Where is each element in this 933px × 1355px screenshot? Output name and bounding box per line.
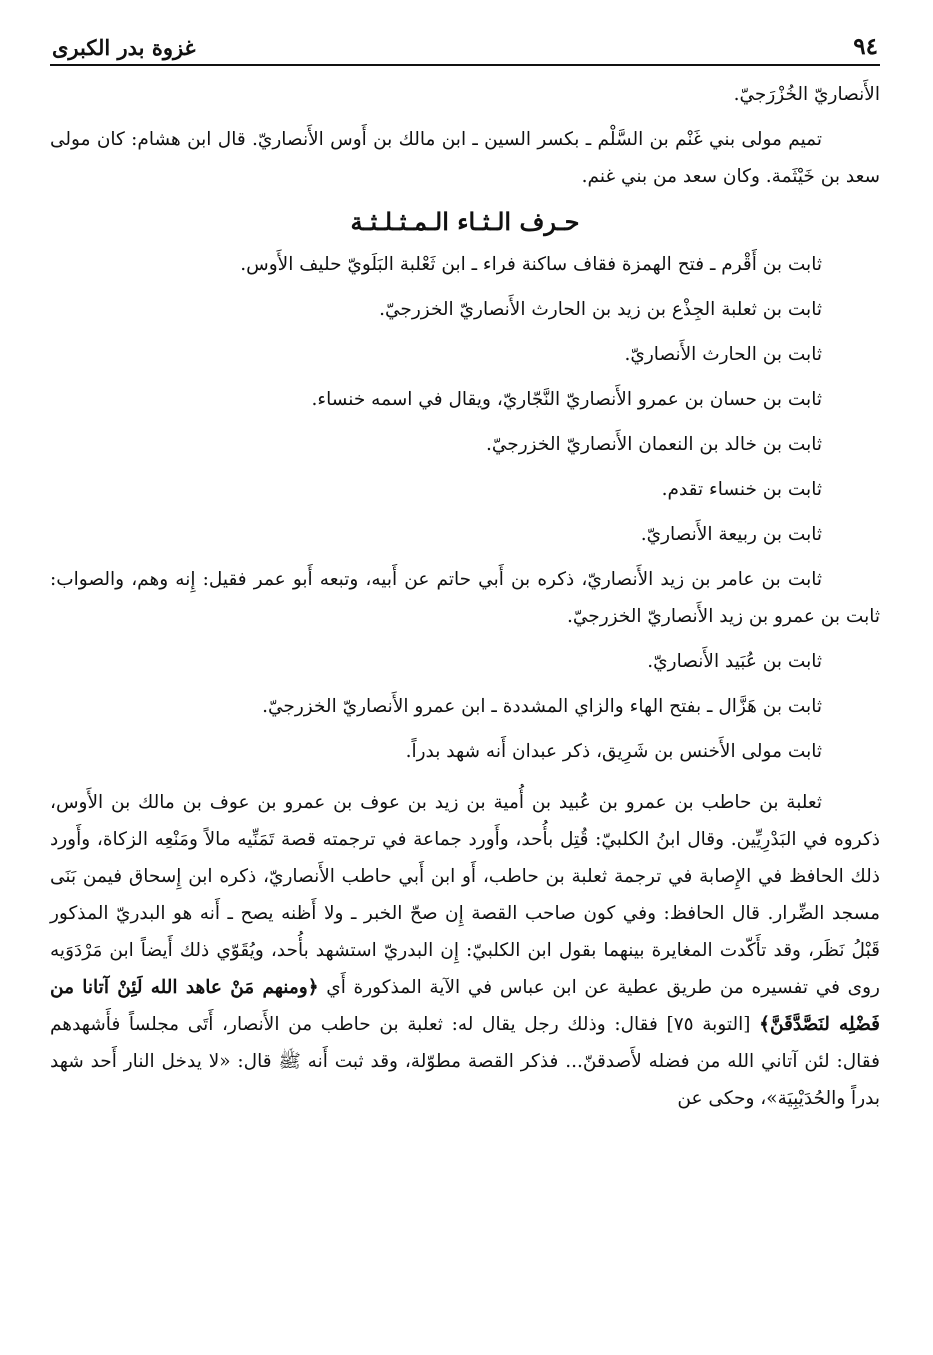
page-content xyxy=(50,76,880,1117)
running-title: غزوة بدر الكبرى xyxy=(52,35,196,60)
entry-thabit-amir: ثابت بن عامر بن زيد الأَنصاريّ، ذكره بن أَبي حاتم عن أَبيه، وتبعه أَبو عمر فقيل: إِنه وهم، والصواب: ثابت بن عمرو بن زيد الأَنصاريّ الخزرجيّ. xyxy=(50,569,880,627)
entry-thabit-ubaid: ثابت بن عُبَيد الأَنصاريّ. xyxy=(647,651,822,672)
entry-thabit-rabia: ثابت بن ربيعة الأَنصاريّ. xyxy=(640,524,822,545)
entry-thabit-khansa: ثابت بن خنساء تقدم. xyxy=(661,479,822,500)
quran-verse: ﴿ومنهم مَنْ عاهد الله لَئِنْ آتانا من فَضْلِه لنَصَّدَّقَنَّ﴾ xyxy=(50,977,880,1035)
thalaba-text-part2: [التوبة ٧٥] فقال: وذلك رجل يقال له: ثعلبة بن حاطب من الأَنصار، أَتَى مجلساً فأَشهدهم فقال: لئن آتاني الله من فضله لأَصدقنّ... فذكر القصة مطوّلة، وقد ثبت أَنه ﷺ قال: «لا يدخل النار أَحد شهد بدراً والحُدَيْبِيَة»، وحكى عن xyxy=(50,1014,880,1109)
thalaba-paragraph xyxy=(50,784,880,1117)
entry-thabit-hazzal: ثابت بن هَزَّال ـ بفتح الهاء والزاي المشددة ـ ابن عمرو الأَنصاريّ الخزرجيّ. xyxy=(262,696,822,717)
book-page xyxy=(50,20,880,1117)
page-header xyxy=(50,20,880,66)
section-title: حـرف الـثـاء الـمـثـلـثـة xyxy=(350,207,580,236)
continuation-line: الأَنصاريّ الخُزْرَجيّ. xyxy=(733,84,880,105)
entry-thabit-mawla: ثابت مولى الأَخنس بن شَرِيق، ذكر عبدان أَنه شهد بدراً. xyxy=(405,741,822,762)
entry-thabit-aqram: ثابت بن أَقْرم ـ فتح الهمزة فقاف ساكنة فراء ـ ابن ثَعْلبة البَلَويّ حليف الأَوس. xyxy=(240,254,822,275)
page-number: ٩٤ xyxy=(853,33,878,60)
thalaba-text-part1: ثعلبة بن حاطب بن عمرو بن عُبيد بن أُمية بن زيد بن عوف بن عمرو بن عوف بن مالك بن الأَوس، ذكروه في البَدْرِيِّين. وقال ابنُ الكلبيّ: قُتِل بأُحد، وأَورد جماعة في ترجمته قصة تَمَنِّيه مالاً ومَنْعِه الزكاة، وأَورد ذلك الحافظ في الإِصابة في ترجمة ثعلبة بن حاطب، أَو ابن أَبي حاطب الأَنصاريّ، ذكره ابن إِسحاق فيمن بَنَى مسجد الضِّرار. قال الحافظ: وفي كون صاحب القصة إِن صحّ الخبر ـ ولا أَظنه يصح ـ أَنه هو البدريّ المذكور قَبْلُ نَظَر، وقد تأَكّدت المغايرة بينهما بقول ابن الكلبيّ: إِن البدريّ استشهد بأُحد، ويُقَوّي ذلك أَيضاً ابن مَرْدَوَيه روى في تفسيره من طريق عطية عن ابن عباس في الآية المذكورة أَي xyxy=(50,792,880,998)
tamim-paragraph: تميم مولى بني غَنْم بن السَّلْم ـ بكسر السين ـ ابن مالك بن أَوس الأَنصاريّ. قال ابن هشام: كان مولى سعد بن خَيْثَمة. وكان سعد من بني غنم. xyxy=(50,129,880,187)
entry-thabit-harith: ثابت بن الحارث الأَنصاريّ. xyxy=(624,344,822,365)
entry-thabit-thalaba: ثابت بن ثعلبة الجِذْع بن زيد بن الحارث الأَنصاريّ الخزرجيّ. xyxy=(379,299,822,320)
entry-thabit-hassan: ثابت بن حسان بن عمرو الأَنصاريّ النَّجّاريّ، ويقال في اسمه خنساء. xyxy=(311,389,822,410)
entry-thabit-khalid: ثابت بن خالد بن النعمان الأَنصاريّ الخزرجيّ. xyxy=(486,434,822,455)
